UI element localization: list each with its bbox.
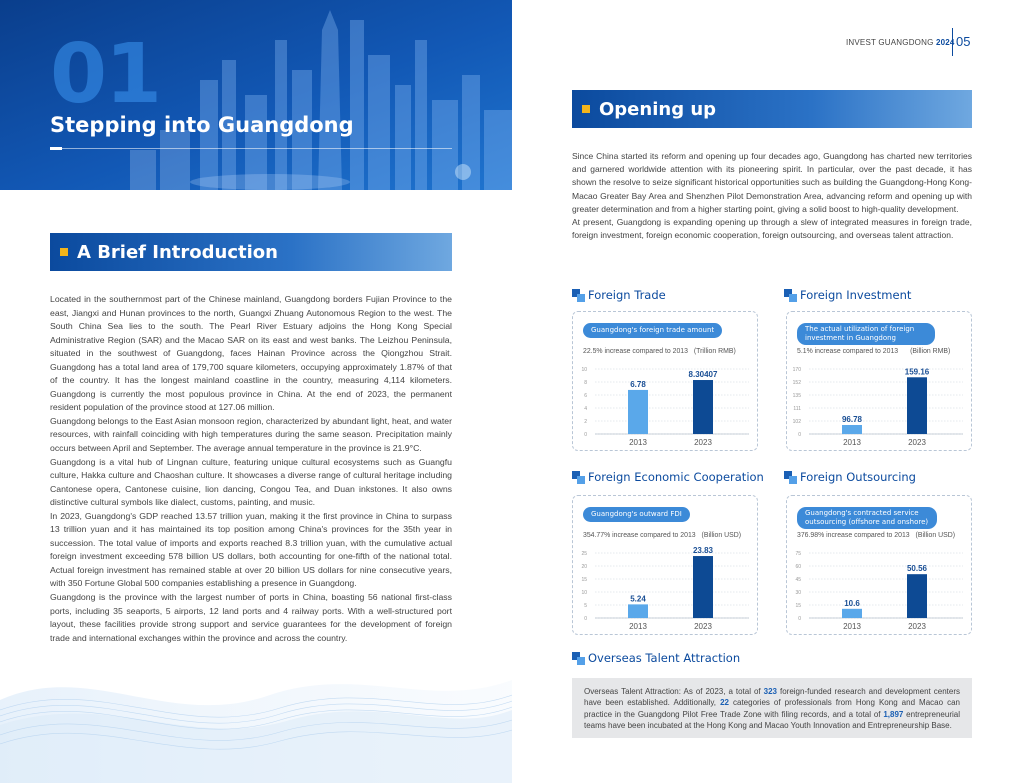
x-tick-label: 2013 — [629, 438, 647, 447]
subheading-label: Foreign Investment — [800, 288, 912, 302]
chart-title-pill: The actual utilization of foreign investment in Guangdong — [797, 323, 935, 345]
section-title: A Brief Introduction — [77, 241, 278, 263]
talent-info-box — [572, 678, 972, 738]
y-tick-label: 102 — [792, 419, 801, 425]
bar-2023 — [907, 574, 927, 618]
bar-2013 — [628, 604, 648, 618]
bar-value-label: 159.16 — [904, 367, 930, 377]
x-tick-label: 2023 — [694, 622, 712, 631]
chart-unit: (Billion USD) — [915, 532, 955, 539]
x-tick-label: 2013 — [843, 622, 861, 631]
paragraph: In 2023, Guangdong's GDP reached 13.57 trillion yuan, making it the first province in China to surpass 13 trillion yuan and it has maintained its top position among China's provinces for the 35th year in succession. The total value of imports and exports reached 8.3 trillion yuan, with the cumulative actual foreign investment exceeding 578 billion US dollars, both accounting for one-fifth of the national total. Actual foreign investment has remained stable at over 20 billion US dollars for nine consecutive years, with 350 Fortune Global 500 companies establishing a presence in Guangdong. — [50, 510, 452, 589]
talent-text: Overseas Talent Attraction: As of 2023, a total of — [584, 687, 764, 696]
chart-unit: (Billion RMB) — [910, 348, 951, 355]
paragraph: Guangdong is the province with the largest number of ports in China, boasting 56 national first-class ports, including 35 seaports, 5 airports, 12 land ports and 4 railway ports. With a well-structured port layout, these facilities provide strong support and service guarantees for the development of foreign trade and international exchanges within the province and across the country. — [50, 592, 452, 643]
y-tick-label: 0 — [584, 616, 587, 622]
chart-card — [786, 495, 972, 635]
y-tick-label: 4 — [584, 406, 587, 412]
section-title: Opening up — [599, 98, 717, 120]
running-header — [846, 38, 955, 47]
chart-increase-note: 376.98% increase compared to 2013 — [797, 532, 910, 539]
chart-increase-note: 354.77% increase compared to 2013 — [583, 532, 696, 539]
y-tick-label: 15 — [581, 577, 587, 583]
opening-up-text — [572, 150, 972, 242]
bar-value-label: 10.6 — [844, 598, 860, 608]
chart-plot — [787, 312, 973, 452]
y-tick-label: 10 — [581, 367, 587, 373]
chart-card — [572, 311, 758, 451]
bar-value-label: 96.78 — [841, 414, 863, 424]
chapter-hero-banner — [0, 0, 512, 190]
talent-text: foreign-funded research and development centers have been established. Additionally, — [584, 687, 960, 708]
chart-unit: (Trillion RMB) — [693, 348, 736, 355]
y-tick-label: 152 — [792, 380, 801, 386]
bar-value-label: 50.56 — [906, 564, 928, 574]
chart-title-pill: Guangdong's foreign trade amount — [583, 323, 722, 338]
paragraph: Located in the southernmost part of the Chinese mainland, Guangdong borders Fujian Province to the east, Jiangxi and Hunan provinces to the north, Guangxi Zhuang Autonomous Region to the west. The South China Sea lies to the south. The Pearl River Estuary adjoins the Hong Kong Special Administrative Region (SAR) and the Macao SAR on its east and west banks. The Leizhou Peninsula, situated in the southwest of Guangdong, faces Hainan Province across the Qiongzhou Strait. Guangdong has a total land area of 179,700 square kilometers, occupying approximately 1.87% of that of the country. It has the longest mainland coastline in the country, measuring 4,114 kilometers. Guangdong is currently the most populous province in China. At the end of 2023, the permanent resident population of the province stood at 127.06 million. — [50, 294, 452, 413]
subheading-foreign-investment — [784, 288, 911, 302]
section-bar-opening-up — [572, 90, 972, 128]
talent-text: entrepreneurial teams have been incubated at the Hong Kong and Macao Youth Innovation and Entrepreneurship Base. — [584, 709, 960, 730]
y-tick-label: 75 — [795, 551, 801, 557]
paragraph: Guangdong belongs to the East Asian monsoon region, characterized by abundant light, heat, and water resources, with rainfall coinciding with high temperatures during the same season. Precipitation mainly occurs between April and September. The average annual temperature in the province is 21.9°C. — [50, 415, 452, 454]
section-bar-brief-introduction — [50, 233, 452, 271]
bar-value-label: 23.83 — [692, 546, 714, 556]
header-title: INVEST GUANGDONG — [846, 38, 934, 47]
y-tick-label: 25 — [581, 551, 587, 557]
square-bullet-icon — [60, 248, 68, 256]
x-tick-label: 2013 — [843, 438, 861, 447]
bar-2013 — [628, 390, 648, 434]
chart-plot — [573, 312, 759, 452]
bar-2013 — [842, 609, 862, 618]
square-blocks-icon — [572, 471, 585, 484]
bar-2023 — [693, 380, 713, 434]
chart-increase-note: 22.5% increase compared to 2013 — [583, 348, 688, 355]
bar-value-label: 5.24 — [630, 594, 646, 604]
subheading-label: Foreign Trade — [588, 288, 666, 302]
chart-card — [572, 495, 758, 635]
subheading-foreign-trade — [572, 288, 666, 302]
title-divider-mark — [50, 147, 62, 150]
y-tick-label: 0 — [798, 616, 801, 622]
x-tick-label: 2023 — [908, 622, 926, 631]
y-tick-label: 2 — [584, 419, 587, 425]
y-tick-label: 8 — [584, 380, 587, 386]
talent-highlight-number: 1,897 — [883, 709, 904, 719]
talent-text: categories of professionals from Hong Kong and Macao can practice in the Guangdong Pilot Free Trade Zone with filing records, and a total of — [584, 698, 960, 719]
y-tick-label: 111 — [793, 406, 801, 412]
y-tick-label: 10 — [581, 590, 587, 596]
bar-value-label: 6.78 — [630, 379, 646, 389]
y-tick-label: 5 — [584, 603, 587, 609]
subheading-label: Overseas Talent Attraction — [588, 651, 741, 665]
y-tick-label: 170 — [792, 367, 801, 373]
paragraph: Since China started its reform and opening up four decades ago, Guangdong has charted new territories and garnered worldwide attention with its pioneering spirit. In particular, over the past decade, it has shown the resolve to seize significant historical opportunities such as building the Guangdong-Hong Kong-Macao Greater Bay Area and Shenzhen Pilot Demonstration Area, advancing reform and opening up with greater determination and from a higher starting point, giving a solid boost to high-quality development. — [572, 151, 972, 214]
paragraph: Guangdong is a vital hub of Lingnan culture, featuring unique cultural ecosystems such as Guangfu culture, Hakka culture and Chaoshan culture. It showcases a diverse range of cultural heritage including Cantonese opera, Cantonese cuisine, lion dancing, Congou Tea, and Duan inkstones. It also owns distinctive cultural symbols like dialect, customs, painting, and music. — [50, 456, 452, 508]
y-tick-label: 0 — [798, 432, 801, 438]
square-bullet-icon — [582, 105, 590, 113]
page-number: 05 — [952, 28, 972, 56]
chart-title-pill: Guangdong's outward FDI — [583, 507, 690, 522]
chapter-number: 01 — [50, 27, 161, 122]
decorative-wave — [0, 640, 512, 783]
y-tick-label: 60 — [795, 564, 801, 570]
y-tick-label: 20 — [581, 564, 587, 570]
paragraph: At present, Guangdong is expanding opening up through a slew of integrated measures in foreign trade, foreign investment, foreign economic cooperation, foreign outsourcing, and overseas talent attraction. — [572, 217, 972, 241]
chart-title-pill: Guangdong's contracted service outsourcing (offshore and onshore) — [797, 507, 937, 529]
x-tick-label: 2013 — [629, 622, 647, 631]
chapter-title: Stepping into Guangdong — [50, 113, 354, 137]
subheading-foreign-economic-cooperation — [572, 470, 764, 484]
square-blocks-icon — [784, 471, 797, 484]
bar-2023 — [693, 556, 713, 618]
y-tick-label: 0 — [584, 432, 587, 438]
chart-plot — [787, 496, 973, 636]
introduction-text — [50, 293, 452, 645]
chart-card — [786, 311, 972, 451]
x-tick-label: 2023 — [908, 438, 926, 447]
chart-increase-note: 5.1% increase compared to 2013 — [797, 348, 899, 355]
bar-value-label: 8.30407 — [688, 370, 718, 380]
bar-2013 — [842, 425, 862, 434]
subheading-foreign-outsourcing — [784, 470, 916, 484]
subheading-label: Foreign Outsourcing — [800, 470, 916, 484]
square-blocks-icon — [784, 289, 797, 302]
square-blocks-icon — [572, 652, 585, 665]
y-tick-label: 45 — [795, 577, 801, 583]
x-tick-label: 2023 — [694, 438, 712, 447]
title-divider — [50, 148, 452, 149]
subheading-overseas-talent — [572, 651, 740, 665]
y-tick-label: 135 — [792, 393, 801, 399]
talent-highlight-number: 22 — [720, 698, 729, 708]
talent-highlight-number: 323 — [763, 687, 777, 696]
y-tick-label: 15 — [795, 603, 801, 609]
y-tick-label: 6 — [584, 393, 587, 399]
square-blocks-icon — [572, 289, 585, 302]
header-year: 2024 — [935, 38, 955, 47]
chart-plot — [573, 496, 759, 636]
bar-2023 — [907, 377, 927, 434]
y-tick-label: 30 — [795, 590, 801, 596]
chart-unit: (Billion USD) — [701, 532, 741, 539]
subheading-label: Foreign Economic Cooperation — [588, 470, 764, 484]
